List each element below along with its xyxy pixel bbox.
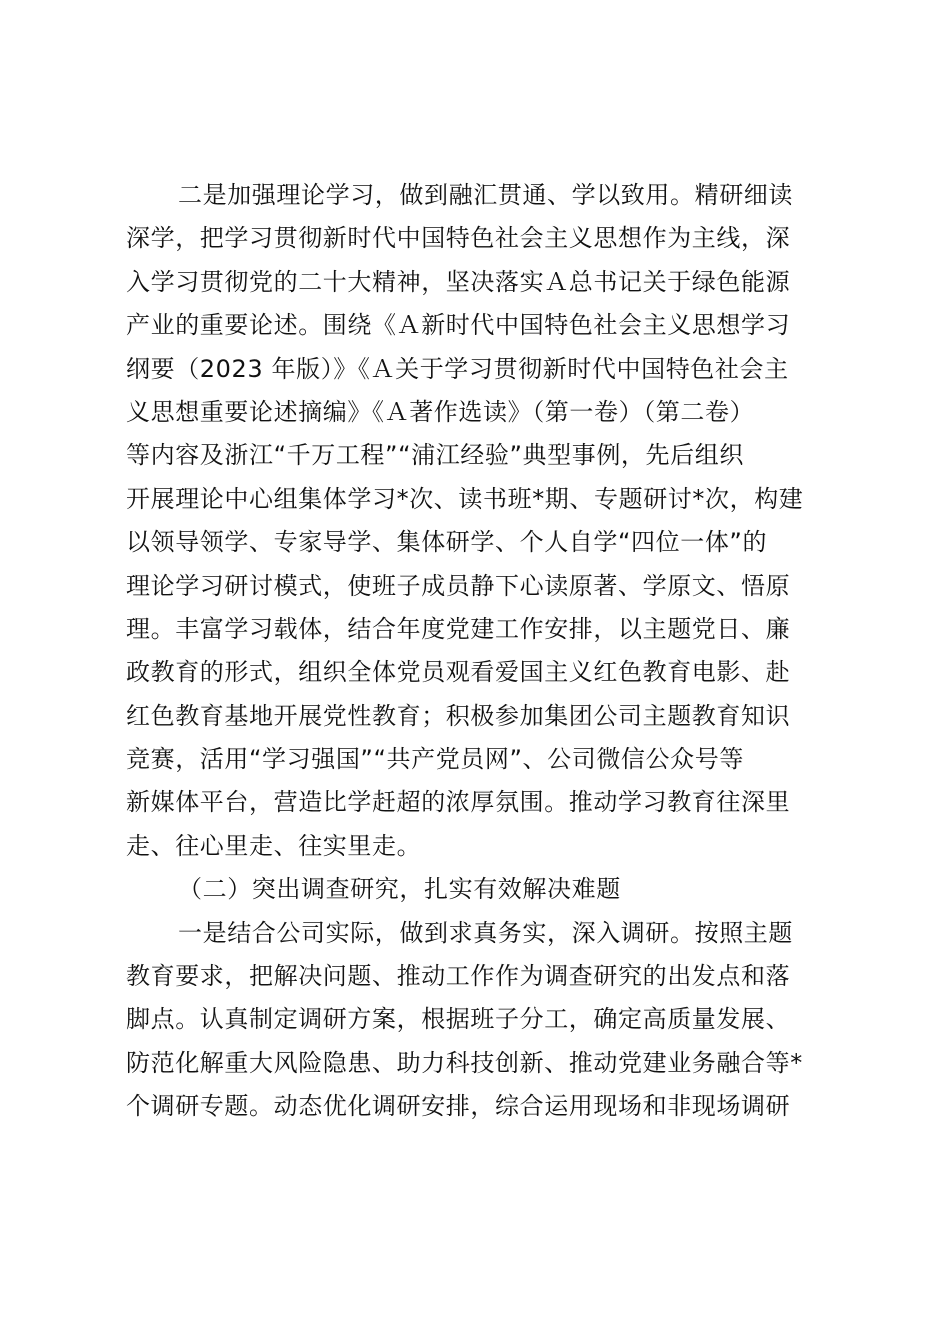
paragraph-2-line-4: 防范化解重大风险隐患、助力科技创新、推动党建业务融合等* (126, 1048, 803, 1077)
paragraph-2-line-5: 个调研专题。动态优化调研安排，综合运用现场和非现场调研 (126, 1092, 791, 1121)
paragraph-1-line-14: 竞赛，活用“学习强国”“共产党员网”、公司微信公众号等 (126, 745, 744, 774)
paragraph-1-line-9: 以领导领学、专家导学、集体研学、个人自学“四位一体”的 (126, 528, 768, 557)
paragraph-1-line-6: 义思想重要论述摘编》《Ａ著作选读》（第一卷）（第二卷） (126, 397, 755, 426)
paragraph-1-line-7: 等内容及浙江“千万工程”“浦江经验”典型事例，先后组织 (126, 441, 744, 470)
paragraph-2-line-3: 脚点。认真制定调研方案，根据班子分工，确定高质量发展、 (126, 1005, 791, 1034)
paragraph-1-line-16: 走、往心里走、往实里走。 (126, 831, 422, 860)
paragraph-1-line-15: 新媒体平台，营造比学赶超的浓厚氛围。推动学习教育往深里 (126, 788, 791, 817)
paragraph-2-line-1: 一是结合公司实际，做到求真务实，深入调研。按照主题 (178, 918, 793, 947)
paragraph-1-line-4: 产业的重要论述。围绕《Ａ新时代中国特色社会主义思想学习 (126, 311, 791, 340)
paragraph-1-line-5: 纲要（2023 年版）》《Ａ关于学习贯彻新时代中国特色社会主 (126, 354, 789, 383)
paragraph-1-line-2: 深学，把学习贯彻新时代中国特色社会主义思想作为主线，深 (126, 224, 791, 253)
paragraph-1-line-10: 理论学习研讨模式，使班子成员静下心读原著、学原文、悟原 (126, 571, 791, 600)
paragraph-1-line-3: 入学习贯彻党的二十大精神，坚决落实Ａ总书记关于绿色能源 (126, 267, 791, 296)
paragraph-1-line-11: 理。丰富学习载体，结合年度党建工作安排，以主题党日、廉 (126, 614, 791, 643)
paragraph-1-line-12: 政教育的形式，组织全体党员观看爱国主义红色教育电影、赴 (126, 658, 791, 687)
document-body (126, 174, 830, 1129)
paragraph-2-line-2: 教育要求，把解决问题、推动工作作为调查研究的出发点和落 (126, 962, 791, 991)
paragraph-1-line-1: 二是加强理论学习，做到融汇贯通、学以致用。精研细读 (178, 181, 793, 209)
paragraph-1-line-13: 红色教育基地开展党性教育；积极参加集团公司主题教育知识 (126, 701, 791, 730)
paragraph-1-line-8: 开展理论中心组集体学习*次、读书班*期、专题研讨*次，构建 (126, 484, 804, 513)
section-heading: （二）突出调查研究，扎实有效解决难题 (178, 875, 621, 904)
